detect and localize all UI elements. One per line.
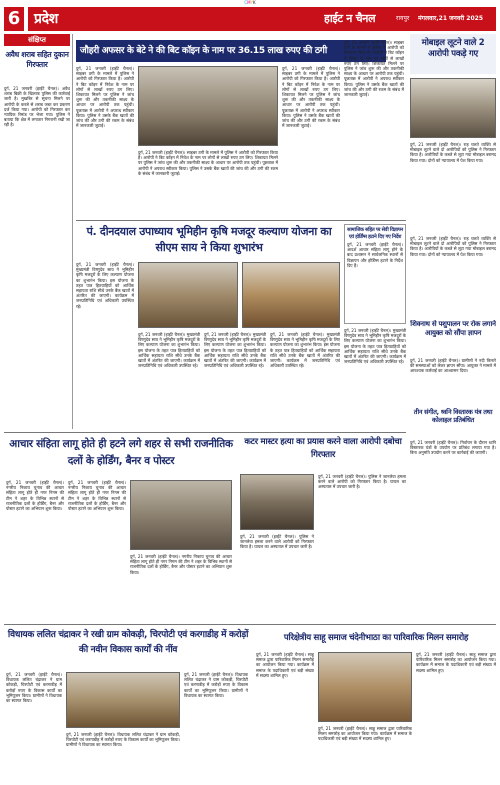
mid-body-col2: दुर्ग, 21 जनवरी (हाईटे चैनल)। मुख्यमंत्री विष्णुदेव साय ने भूमिहीन कृषि मजदूरों के लिए कल्याण योजना का शुभारंभ किया। इस योजना के तहत पात्र हितग्राहियों को आर्थिक सहायता राशि सीधे उनके बैंक खातों में अंतरित की जाएगी। कार्यक्रम में जनप्रतिनिधि एवं अधिकारी उपस्थित रहे। <box>138 332 200 369</box>
right-top-body: दुर्ग, 21 जनवरी (हाईटे चैनल)। राह चलते व्यक्ति से मोबाइल लूटने वाले दो आरोपियों को पुलिस ने गिरफ्तार किया है। आरोपियों के कब्जे से लूटा गया मोबाइल बरामद किया गया। दोनों को न्यायालय में पेश किया गया। <box>410 142 496 163</box>
hoardings-body-col3: दुर्ग, 21 जनवरी (हाईटे चैनल)। नगरीय निकाय चुनाव की आचार संहिता लागू होते ही नगर निगम की टीम ने शहर के विभिन्न स्थानों से राजनीतिक दलों के होर्डिंग, बैनर और पोस्टर हटाने का अभियान शुरू किया। <box>130 554 232 575</box>
sidebar-body: दुर्ग, 21 जनवरी (हाईटे चैनल)। अवैध शराब बिक्री के खिलाफ पुलिस की कार्रवाई जारी है। मुखबिर से सूचना मिलने पर आरोपी के कब्जे से शराब जब्त कर प्रकरण दर्ज किया गया। आरोपी को गिरफ्तार कर न्यायिक रिमांड पर भेजा गया। पुलिस ने बताया कि क्षेत्र में लगातार निगरानी रखी जा रही है। <box>4 86 70 128</box>
right-top-photo <box>410 78 496 138</box>
mid-right-body: दुर्ग, 21 जनवरी (हाईटे चैनल)। ग्रामीणों ने नदी किनारे की समस्याओं को लेकर ज्ञापन सौंपा। आयुक्त ने मामले में आवश्यक कार्रवाई का आश्वासन दिया। <box>410 358 496 374</box>
section-title: प्रदेश <box>28 7 108 31</box>
right-col-body: दुर्ग, 21 जनवरी (हाईटे चैनल)। राह चलते व्यक्ति से मोबाइल लूटने वाले दो आरोपियों को पुलिस ने गिरफ्तार किया है। आरोपियों के कब्जे से लूटा गया मोबाइल बरामद किया गया। दोनों को न्यायालय में पेश किया गया। <box>410 236 496 257</box>
mid-body-col5: दुर्ग, 21 जनवरी (हाईटे चैनल)। मुख्यमंत्री विष्णुदेव साय ने भूमिहीन कृषि मजदूरों के लिए कल्याण योजना का शुभारंभ किया। इस योजना के तहत पात्र हितग्राहियों को आर्थिक सहायता राशि सीधे उनके बैंक खातों में अंतरित की जाएगी। कार्यक्रम में जनप्रतिनिधि एवं अधिकारी उपस्थित रहे। <box>344 328 406 365</box>
sahu-body-col1: दुर्ग, 21 जनवरी (हाईटे चैनल)। साहू समाज द्वारा पारिवारिक मिलन समारोह का आयोजन किया गया। कार्यक्रम में समाज के पदाधिकारी एवं बड़ी संख्या में सदस्य शामिल हुए। <box>256 652 314 678</box>
notice-body: दुर्ग, 21 जनवरी (हाईटे चैनल)। आदर्श आचार संहिता लागू होने के बाद प्रशासन ने सार्वजनिक स्थानों से विज्ञापन और होर्डिंग्स हटाने के निर्देश दिए हैं। <box>347 242 403 268</box>
hoardings-body-col2: दुर्ग, 21 जनवरी (हाईटे चैनल)। नगरीय निकाय चुनाव की आचार संहिता लागू होते ही नगर निगम की टीम ने शहर के विभिन्न स्थानों से राजनीतिक दलों के होर्डिंग, बैनर और पोस्टर हटाने का अभियान शुरू किया। <box>68 480 126 512</box>
column-rule <box>72 34 73 429</box>
paper-name: हाईट न चैनल <box>324 12 376 25</box>
attack-photo <box>240 474 314 530</box>
right-top-headline-box <box>410 34 496 74</box>
mid-headline: पं. दीनदयाल उपाध्याय भूमिहीन कृषि मजदूर कल्याण योजना का सीएम साय ने किया शुभारंभ <box>86 225 332 254</box>
mid-photo-1 <box>138 262 238 328</box>
lead-body-col2: दुर्ग, 21 जनवरी (हाईटे चैनल)। साइबर ठगी के मामले में पुलिस ने आरोपी को गिरफ्तार किया है। आरोपी ने बिट कॉइन में निवेश के नाम पर लोगों से लाखों रुपए ठग लिए। शिकायत मिलने पर पुलिस ने जांच शुरू की और तकनीकी साक्ष्य के आधार पर आरोपी तक पहुंची। पूछताछ में आरोपी ने अपराध स्वीकार किया। पुलिस ने उसके बैंक खातों की जांच की और ठगी की रकम के संबंध में जानकारी जुटाई। <box>282 66 340 129</box>
right-mid-body: दुर्ग, 21 जनवरी (हाईटे चैनल)। निर्वाचन के दौरान ध्वनि विस्तारक यंत्रों के उपयोग पर प्रतिबंध लगाया गया है। बिना अनुमति उपयोग करने पर कार्रवाई की जाएगी। <box>410 440 496 456</box>
brief-header <box>4 34 70 46</box>
sidebar-headline: अवैध शराब सहित दुकान गिरफ्तार <box>5 50 69 69</box>
right-top-headline: मोबाइल लूटने वाले 2 आरोपी पकड़े गए <box>421 38 485 59</box>
brief-label: संक्षिप्त <box>28 36 46 44</box>
date-label: मंगलवार,21 जनवरी 2025 <box>418 15 484 22</box>
hoardings-headline: आचार संहिता लागू होते ही हटने लगे शहर से सभी राजनीतिक दलों के होर्डिंग, बैनर व पोस्टर <box>9 438 233 467</box>
lead-body-col4: दुर्ग, 21 जनवरी (हाईटे चैनल)। साइबर ठगी के मामले में पुलिस ने आरोपी को गिरफ्तार किया है। आरोपी ने बिट कॉइन में निवेश के नाम पर लोगों से लाखों रुपए ठग लिए। शिकायत मिलने पर पुलिस ने जांच शुरू की और तकनीकी साक्ष्य के आधार पर आरोपी तक पहुंची। पूछताछ में आरोपी ने अपराध स्वीकार किया। पुलिस ने उसके बैंक खातों की जांच की और ठगी की रकम के संबंध में जानकारी जुटाई। <box>344 40 404 98</box>
masthead <box>4 7 496 31</box>
lead-body-col1: दुर्ग, 21 जनवरी (हाईटे चैनल)। साइबर ठगी के मामले में पुलिस ने आरोपी को गिरफ्तार किया है। आरोपी ने बिट कॉइन में निवेश के नाम पर लोगों से लाखों रुपए ठग लिए। शिकायत मिलने पर पुलिस ने जांच शुरू की और तकनीकी साक्ष्य के आधार पर आरोपी तक पहुंची। पूछताछ में आरोपी ने अपराध स्वीकार किया। पुलिस ने उसके बैंक खातों की जांच की और ठगी की रकम के संबंध में जानकारी जुटाई। <box>76 66 134 129</box>
hoardings-body-col1: दुर्ग, 21 जनवरी (हाईटे चैनल)। नगरीय निकाय चुनाव की आचार संहिता लागू होते ही नगर निगम की टीम ने शहर के विभिन्न स्थानों से राजनीतिक दलों के होर्डिंग, बैनर और पोस्टर हटाने का अभियान शुरू किया। <box>6 480 64 512</box>
city-label: रायपुर <box>396 15 410 22</box>
sahu-body-col2: दुर्ग, 21 जनवरी (हाईटे चैनल)। साहू समाज द्वारा पारिवारिक मिलन समारोह का आयोजन किया गया। कार्यक्रम में समाज के पदाधिकारी एवं बड़ी संख्या में सदस्य शामिल हुए। <box>318 726 412 742</box>
mla-headline: विधायक ललित चंद्राकर ने रखी ग्राम कोकड़ी, चिरपोटी एवं करगाडीह में करोड़ों की नवीन विकास कार्यों की नींव <box>7 630 249 655</box>
attack-body-col1: दुर्ग, 21 जनवरी (हाईटे चैनल)। पुलिस ने जानलेवा हमला करने वाले आरोपी को गिरफ्तार किया है। घायल का अस्पताल में उपचार जारी है। <box>240 534 314 550</box>
divider <box>76 220 406 221</box>
mid-body-col3: दुर्ग, 21 जनवरी (हाईटे चैनल)। मुख्यमंत्री विष्णुदेव साय ने भूमिहीन कृषि मजदूरों के लिए कल्याण योजना का शुभारंभ किया। इस योजना के तहत पात्र हितग्राहियों को आर्थिक सहायता राशि सीधे उनके बैंक खातों में अंतरित की जाएगी। कार्यक्रम में जनप्रतिनिधि एवं अधिकारी उपस्थित रहे। <box>204 332 266 369</box>
divider <box>4 624 496 625</box>
mla-body-col2: दुर्ग, 21 जनवरी (हाईटे चैनल)। विधायक ललित चंद्राकर ने ग्राम कोकड़ी, चिरपोटी एवं करगाडीह में करोड़ों रुपए के विकास कार्यों का भूमिपूजन किया। ग्रामीणों ने विधायक का स्वागत किया। <box>66 732 180 748</box>
lead-photo <box>138 66 278 146</box>
lead-headline-box <box>76 40 386 62</box>
lead-headline: जौहरी अफसर के बेटे ने की बिट कॉइन के नाम पर 36.15 लाख रुपए की ठगी <box>80 46 327 56</box>
mid-body-col1: दुर्ग, 21 जनवरी (हाईटे चैनल)। मुख्यमंत्री विष्णुदेव साय ने भूमिहीन कृषि मजदूरों के लिए कल्याण योजना का शुभारंभ किया। इस योजना के तहत पात्र हितग्राहियों को आर्थिक सहायता राशि सीधे उनके बैंक खातों में अंतरित की जाएगी। कार्यक्रम में जनप्रतिनिधि एवं अधिकारी उपस्थित रहे। <box>76 262 134 309</box>
lead-body-col3: दुर्ग, 21 जनवरी (हाईटे चैनल)। साइबर ठगी के मामले में पुलिस ने आरोपी को गिरफ्तार किया है। आरोपी ने बिट कॉइन में निवेश के नाम पर लोगों से लाखों रुपए ठग लिए। शिकायत मिलने पर पुलिस ने जांच शुरू की और तकनीकी साक्ष्य के आधार पर आरोपी तक पहुंची। पूछताछ में आरोपी ने अपराध स्वीकार किया। पुलिस ने उसके बैंक खातों की जांच की और ठगी की रकम के संबंध में जानकारी जुटाई। <box>138 150 278 176</box>
notice-headline: सामाजिक सहित पर सेवी विज्ञापन एवं होर्डिंग्स हटाने दिए गए निर्देश <box>347 227 403 240</box>
notice-box <box>344 224 406 324</box>
sahu-headline: परिक्षेत्रीय साहू समाज चंदेनीभाठा का पारिवारिक मिलन समारोह <box>283 633 469 643</box>
mla-body-col1: दुर्ग, 21 जनवरी (हाईटे चैनल)। विधायक ललित चंद्राकर ने ग्राम कोकड़ी, चिरपोटी एवं करगाडीह में करोड़ों रुपए के विकास कार्यों का भूमिपूजन किया। ग्रामीणों ने विधायक का स्वागत किया। <box>6 672 62 704</box>
mla-body-col3: दुर्ग, 21 जनवरी (हाईटे चैनल)। विधायक ललित चंद्राकर ने ग्राम कोकड़ी, चिरपोटी एवं करगाडीह में करोड़ों रुपए के विकास कार्यों का भूमिपूजन किया। ग्रामीणों ने विधायक का स्वागत किया। <box>184 672 248 698</box>
mid-body-col4: दुर्ग, 21 जनवरी (हाईटे चैनल)। मुख्यमंत्री विष्णुदेव साय ने भूमिहीन कृषि मजदूरों के लिए कल्याण योजना का शुभारंभ किया। इस योजना के तहत पात्र हितग्राहियों को आर्थिक सहायता राशि सीधे उनके बैंक खातों में अंतरित की जाएगी। कार्यक्रम में जनप्रतिनिधि एवं अधिकारी उपस्थित रहे। <box>270 332 340 369</box>
divider <box>4 432 406 433</box>
mla-photo <box>66 672 180 728</box>
sahu-photo <box>318 652 412 722</box>
cmyk-mark: CMYK <box>244 0 256 5</box>
mid-photo-2 <box>242 262 340 328</box>
right-mid-headline: तीन संगीत, ध्वनि विस्तारक यंत्र तथा कोलाहल प्रतिबंधित <box>413 408 493 424</box>
attack-body-col2: दुर्ग, 21 जनवरी (हाईटे चैनल)। पुलिस ने जानलेवा हमला करने वाले आरोपी को गिरफ्तार किया है। घायल का अस्पताल में उपचार जारी है। <box>318 474 406 490</box>
sahu-body-col3: दुर्ग, 21 जनवरी (हाईटे चैनल)। साहू समाज द्वारा पारिवारिक मिलन समारोह का आयोजन किया गया। कार्यक्रम में समाज के पदाधिकारी एवं बड़ी संख्या में सदस्य शामिल हुए। <box>416 652 496 673</box>
mid-right-headline: शिवनाथ से पशुपालन पर रोक लगाने आयुक्त को सौंपा ज्ञापन <box>410 320 496 337</box>
attack-headline: कटर मास्टर हत्या का प्रयास करने वाला आरोपी दबोचा गिरफ्तार <box>244 437 402 460</box>
hoardings-photo <box>130 480 232 550</box>
page-number: 6 <box>4 7 24 31</box>
